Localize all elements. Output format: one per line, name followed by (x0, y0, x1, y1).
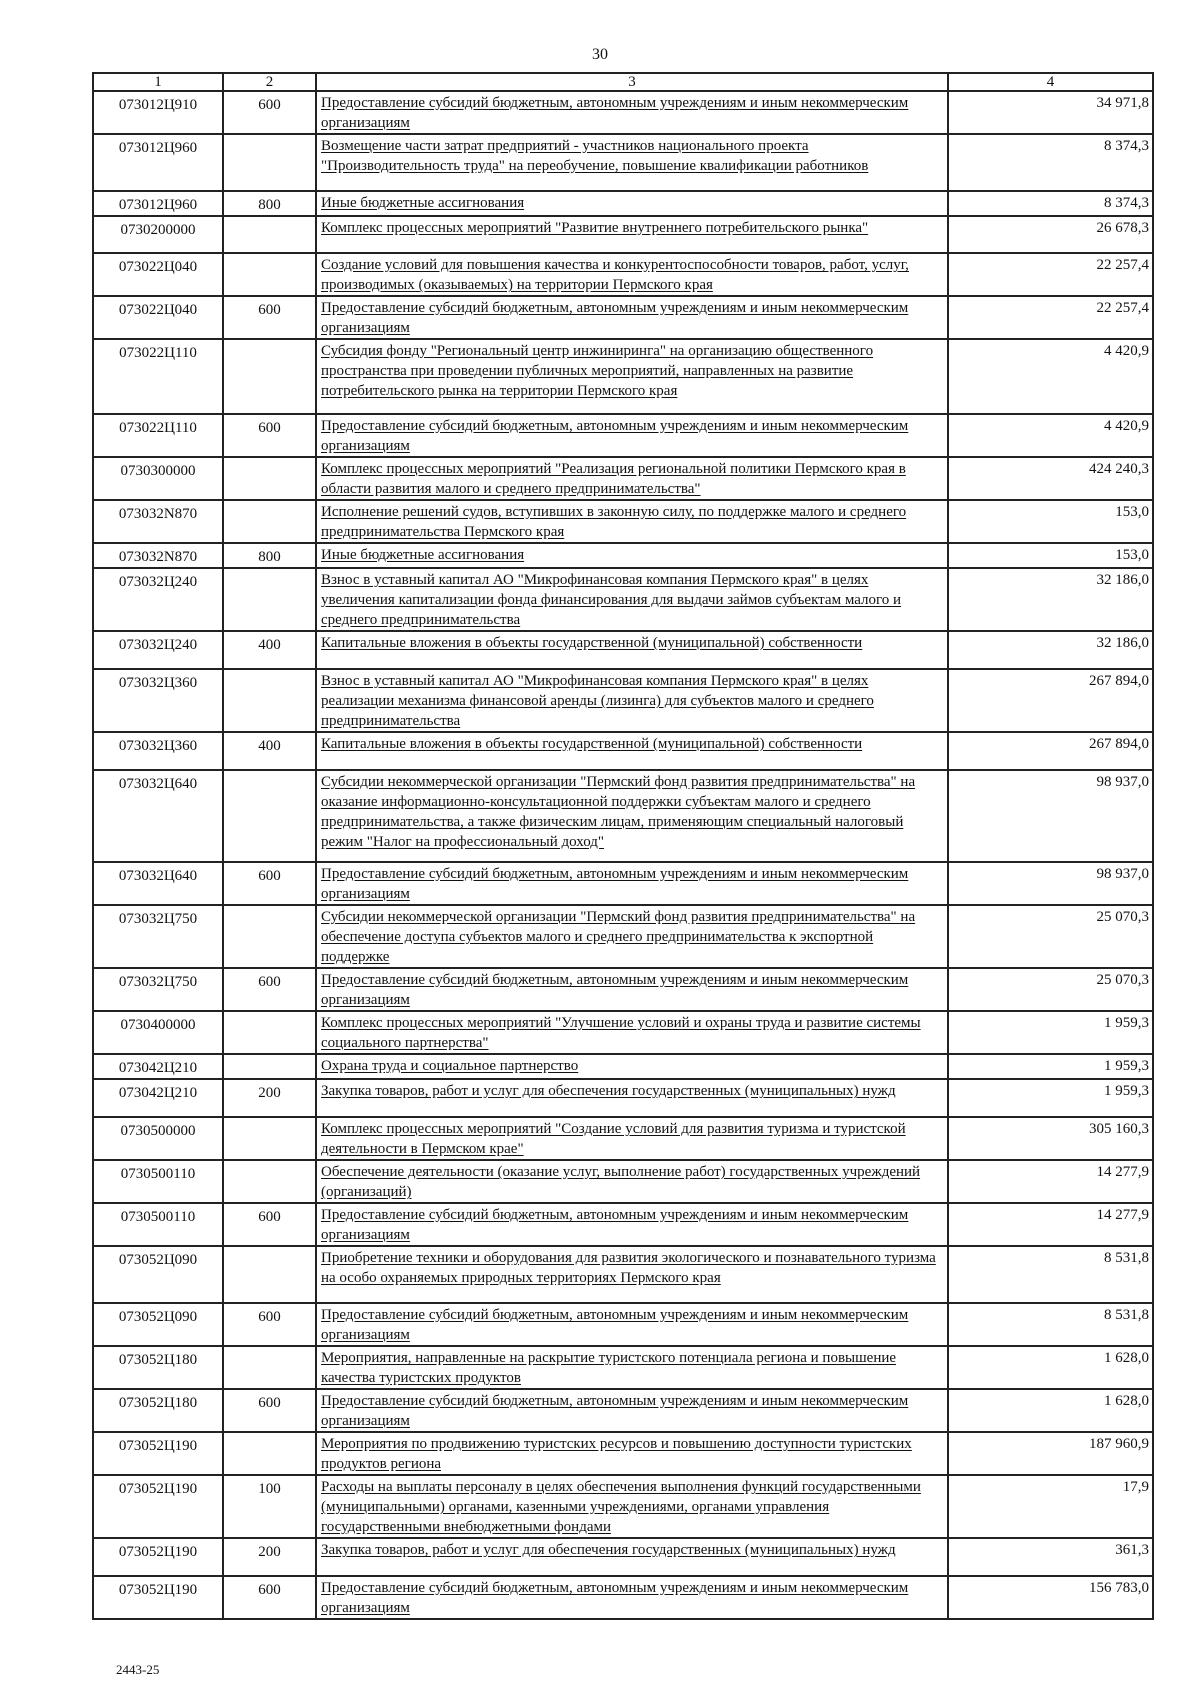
row-code: 073052Ц180 (93, 1346, 223, 1389)
row-expense-type: 100 (223, 1475, 316, 1538)
row-amount: 424 240,3 (948, 457, 1153, 500)
table-row (93, 669, 1153, 732)
table-row (93, 1246, 1153, 1303)
row-code: 073042Ц210 (93, 1054, 223, 1079)
row-code: 073022Ц110 (93, 414, 223, 457)
table-row (93, 568, 1153, 631)
row-name: Взнос в уставный капитал АО "Микрофинансовая компания Пермского края" в целях реализации механизма финансовой аренды (лизинга) для субъектов малого и среднего предпринимательства (316, 669, 948, 732)
row-name: Комплекс процессных мероприятий "Создание условий для развития туризма и туристской деятельности в Пермском крае" (316, 1117, 948, 1160)
row-expense-type: 600 (223, 1389, 316, 1432)
row-name: Мероприятия, направленные на раскрытие туристского потенциала региона и повышение качества туристских продуктов (316, 1346, 948, 1389)
row-amount: 8 531,8 (948, 1246, 1153, 1303)
row-code: 073012Ц960 (93, 191, 223, 216)
header-col-1: 1 (93, 73, 223, 91)
row-name: Предоставление субсидий бюджетным, автономным учреждениям и иным некоммерческим организациям (316, 862, 948, 905)
row-expense-type: 600 (223, 968, 316, 1011)
row-expense-type: 600 (223, 862, 316, 905)
row-code: 073022Ц040 (93, 253, 223, 296)
row-amount: 153,0 (948, 500, 1153, 543)
row-amount: 14 277,9 (948, 1203, 1153, 1246)
row-expense-type (223, 1011, 316, 1054)
row-name: Субсидии некоммерческой организации "Пермский фонд развития предпринимательства" на обеспечение доступа субъектов малого и среднего предпринимательства к экспортной поддержке (316, 905, 948, 968)
table-row (93, 862, 1153, 905)
table-row (93, 543, 1153, 568)
row-code: 0730500110 (93, 1160, 223, 1203)
table-row (93, 1117, 1153, 1160)
row-expense-type (223, 1117, 316, 1160)
row-expense-type: 400 (223, 732, 316, 770)
table-row (93, 1475, 1153, 1538)
row-code: 073042Ц210 (93, 1079, 223, 1117)
row-code: 073052Ц190 (93, 1432, 223, 1475)
row-amount: 1 628,0 (948, 1389, 1153, 1432)
table-row (93, 905, 1153, 968)
row-code: 073032N870 (93, 500, 223, 543)
table-row (93, 296, 1153, 339)
row-name: Закупка товаров, работ и услуг для обеспечения государственных (муниципальных) нужд (316, 1079, 948, 1117)
row-expense-type (223, 1432, 316, 1475)
row-amount: 26 678,3 (948, 216, 1153, 253)
table-row (93, 500, 1153, 543)
row-amount: 187 960,9 (948, 1432, 1153, 1475)
row-name: Капитальные вложения в объекты государственной (муниципальной) собственности (316, 631, 948, 669)
row-code: 073032Ц640 (93, 770, 223, 862)
row-name: Предоставление субсидий бюджетным, автономным учреждениям и иным некоммерческим организациям (316, 1576, 948, 1619)
row-amount: 361,3 (948, 1538, 1153, 1576)
row-expense-type: 200 (223, 1538, 316, 1576)
row-code: 073032Ц240 (93, 568, 223, 631)
row-code: 073022Ц040 (93, 296, 223, 339)
row-code: 073032Ц240 (93, 631, 223, 669)
row-code: 073052Ц190 (93, 1475, 223, 1538)
row-name: Предоставление субсидий бюджетным, автономным учреждениям и иным некоммерческим организациям (316, 91, 948, 134)
row-expense-type: 600 (223, 1203, 316, 1246)
header-col-2: 2 (223, 73, 316, 91)
row-expense-type (223, 669, 316, 732)
row-code: 073052Ц190 (93, 1538, 223, 1576)
row-code: 073032Ц640 (93, 862, 223, 905)
table-row (93, 1432, 1153, 1475)
row-amount: 267 894,0 (948, 732, 1153, 770)
row-amount: 14 277,9 (948, 1160, 1153, 1203)
row-expense-type: 400 (223, 631, 316, 669)
row-amount: 8 531,8 (948, 1303, 1153, 1346)
table-row (93, 1303, 1153, 1346)
row-expense-type: 800 (223, 191, 316, 216)
row-amount: 25 070,3 (948, 905, 1153, 968)
row-amount: 1 959,3 (948, 1054, 1153, 1079)
row-name: Предоставление субсидий бюджетным, автономным учреждениям и иным некоммерческим организациям (316, 1389, 948, 1432)
row-amount: 98 937,0 (948, 862, 1153, 905)
row-expense-type (223, 770, 316, 862)
row-name: Создание условий для повышения качества и конкурентоспособности товаров, работ, услуг, производимых (оказываемых) на территории Пермского края (316, 253, 948, 296)
row-amount: 1 628,0 (948, 1346, 1153, 1389)
row-code: 073052Ц190 (93, 1576, 223, 1619)
row-amount: 8 374,3 (948, 191, 1153, 216)
header-col-3: 3 (316, 73, 948, 91)
row-expense-type (223, 905, 316, 968)
row-expense-type: 600 (223, 91, 316, 134)
row-code: 073012Ц960 (93, 134, 223, 191)
table-header-row (93, 73, 1153, 91)
row-name: Предоставление субсидий бюджетным, автономным учреждениям и иным некоммерческим организациям (316, 414, 948, 457)
row-expense-type (223, 1054, 316, 1079)
row-amount: 32 186,0 (948, 631, 1153, 669)
row-expense-type (223, 1246, 316, 1303)
row-code: 0730500110 (93, 1203, 223, 1246)
row-name: Предоставление субсидий бюджетным, автономным учреждениям и иным некоммерческим организациям (316, 1303, 948, 1346)
row-code: 0730200000 (93, 216, 223, 253)
table-row (93, 1538, 1153, 1576)
row-amount: 156 783,0 (948, 1576, 1153, 1619)
row-name: Закупка товаров, работ и услуг для обеспечения государственных (муниципальных) нужд (316, 1538, 948, 1576)
row-expense-type (223, 568, 316, 631)
row-name: Комплекс процессных мероприятий "Развитие внутреннего потребительского рынка" (316, 216, 948, 253)
table-row (93, 339, 1153, 414)
row-expense-type (223, 457, 316, 500)
row-amount: 22 257,4 (948, 296, 1153, 339)
header-col-4: 4 (948, 73, 1153, 91)
row-amount: 98 937,0 (948, 770, 1153, 862)
row-name: Капитальные вложения в объекты государственной (муниципальной) собственности (316, 732, 948, 770)
row-name: Приобретение техники и оборудования для развития экологического и познавательного туризма на особо охраняемых природных территориях Пермского края (316, 1246, 948, 1303)
row-code: 073052Ц180 (93, 1389, 223, 1432)
row-name: Комплекс процессных мероприятий "Реализация региональной политики Пермского края в области развития малого и среднего предпринимательства" (316, 457, 948, 500)
row-name: Иные бюджетные ассигнования (316, 191, 948, 216)
row-name: Предоставление субсидий бюджетным, автономным учреждениям и иным некоммерческим организациям (316, 296, 948, 339)
table-row (93, 770, 1153, 862)
row-name: Субсидия фонду "Региональный центр инжиниринга" на организацию общественного пространства при проведении публичных мероприятий, направленных на развитие потребительского рынка на территории Пермского края (316, 339, 948, 414)
row-amount: 22 257,4 (948, 253, 1153, 296)
table-row (93, 1576, 1153, 1619)
row-name: Возмещение части затрат предприятий - участников национального проекта "Производительность труда" на переобучение, повышение квалификации работников (316, 134, 948, 191)
table-row (93, 1203, 1153, 1246)
row-name: Предоставление субсидий бюджетным, автономным учреждениям и иным некоммерческим организациям (316, 1203, 948, 1246)
row-code: 073032Ц360 (93, 669, 223, 732)
row-expense-type: 600 (223, 1576, 316, 1619)
row-code: 0730400000 (93, 1011, 223, 1054)
row-name: Комплекс процессных мероприятий "Улучшение условий и охраны труда и развитие системы социального партнерства" (316, 1011, 948, 1054)
row-code: 073052Ц090 (93, 1246, 223, 1303)
row-amount: 4 420,9 (948, 339, 1153, 414)
row-name: Предоставление субсидий бюджетным, автономным учреждениям и иным некоммерческим организациям (316, 968, 948, 1011)
table-row (93, 1054, 1153, 1079)
table-row (93, 1389, 1153, 1432)
row-code: 073032Ц360 (93, 732, 223, 770)
row-amount: 305 160,3 (948, 1117, 1153, 1160)
row-amount: 25 070,3 (948, 968, 1153, 1011)
row-code: 073012Ц910 (93, 91, 223, 134)
row-amount: 17,9 (948, 1475, 1153, 1538)
row-amount: 153,0 (948, 543, 1153, 568)
row-amount: 4 420,9 (948, 414, 1153, 457)
row-expense-type (223, 1346, 316, 1389)
table-row (93, 134, 1153, 191)
table-row (93, 457, 1153, 500)
row-code: 073032N870 (93, 543, 223, 568)
row-code: 073032Ц750 (93, 905, 223, 968)
table-row (93, 414, 1153, 457)
table-row (93, 1160, 1153, 1203)
row-name: Расходы на выплаты персоналу в целях обеспечения выполнения функций государственными (муниципальными) органами, казенными учреждениями, органами управления государственными внебюджетными фондами (316, 1475, 948, 1538)
table-row (93, 1011, 1153, 1054)
row-amount: 8 374,3 (948, 134, 1153, 191)
table-row (93, 968, 1153, 1011)
row-name: Взнос в уставный капитал АО "Микрофинансовая компания Пермского края" в целях увеличения капитализации фонда финансирования для выдачи займов субъектам малого и среднего предпринимательства (316, 568, 948, 631)
row-code: 073022Ц110 (93, 339, 223, 414)
row-name: Охрана труда и социальное партнерство (316, 1054, 948, 1079)
row-name: Иные бюджетные ассигнования (316, 543, 948, 568)
row-expense-type: 600 (223, 414, 316, 457)
row-expense-type (223, 1160, 316, 1203)
row-expense-type (223, 134, 316, 191)
table-body (93, 91, 1153, 1619)
row-amount: 267 894,0 (948, 669, 1153, 732)
row-name: Субсидии некоммерческой организации "Пермский фонд развития предпринимательства" на оказание информационно-консультационной поддержки субъектам малого и среднего предпринимательства, а также физическим лицам, применяющим специальный налоговый режим "Налог на профессиональный доход" (316, 770, 948, 862)
table-row (93, 191, 1153, 216)
row-code: 0730500000 (93, 1117, 223, 1160)
row-code: 0730300000 (93, 457, 223, 500)
page-number: 30 (592, 46, 608, 63)
row-name: Обеспечение деятельности (оказание услуг, выполнение работ) государственных учреждений (организаций) (316, 1160, 948, 1203)
table-row (93, 1079, 1153, 1117)
table-row (93, 253, 1153, 296)
budget-table (92, 72, 1154, 1620)
row-amount: 1 959,3 (948, 1079, 1153, 1117)
row-expense-type: 800 (223, 543, 316, 568)
document-id: 2443-25 (116, 1662, 160, 1677)
table-row (93, 91, 1153, 134)
row-expense-type (223, 339, 316, 414)
row-name: Исполнение решений судов, вступивших в законную силу, по поддержке малого и среднего предпринимательства Пермского края (316, 500, 948, 543)
row-code: 073052Ц090 (93, 1303, 223, 1346)
table-row (93, 216, 1153, 253)
row-expense-type (223, 216, 316, 253)
row-amount: 34 971,8 (948, 91, 1153, 134)
row-expense-type: 600 (223, 296, 316, 339)
row-expense-type (223, 500, 316, 543)
row-expense-type: 200 (223, 1079, 316, 1117)
row-amount: 1 959,3 (948, 1011, 1153, 1054)
row-amount: 32 186,0 (948, 568, 1153, 631)
row-expense-type: 600 (223, 1303, 316, 1346)
row-expense-type (223, 253, 316, 296)
row-name: Мероприятия по продвижению туристских ресурсов и повышению доступности туристских продуктов региона (316, 1432, 948, 1475)
table-row (93, 1346, 1153, 1389)
table-row (93, 631, 1153, 669)
table-row (93, 732, 1153, 770)
row-code: 073032Ц750 (93, 968, 223, 1011)
